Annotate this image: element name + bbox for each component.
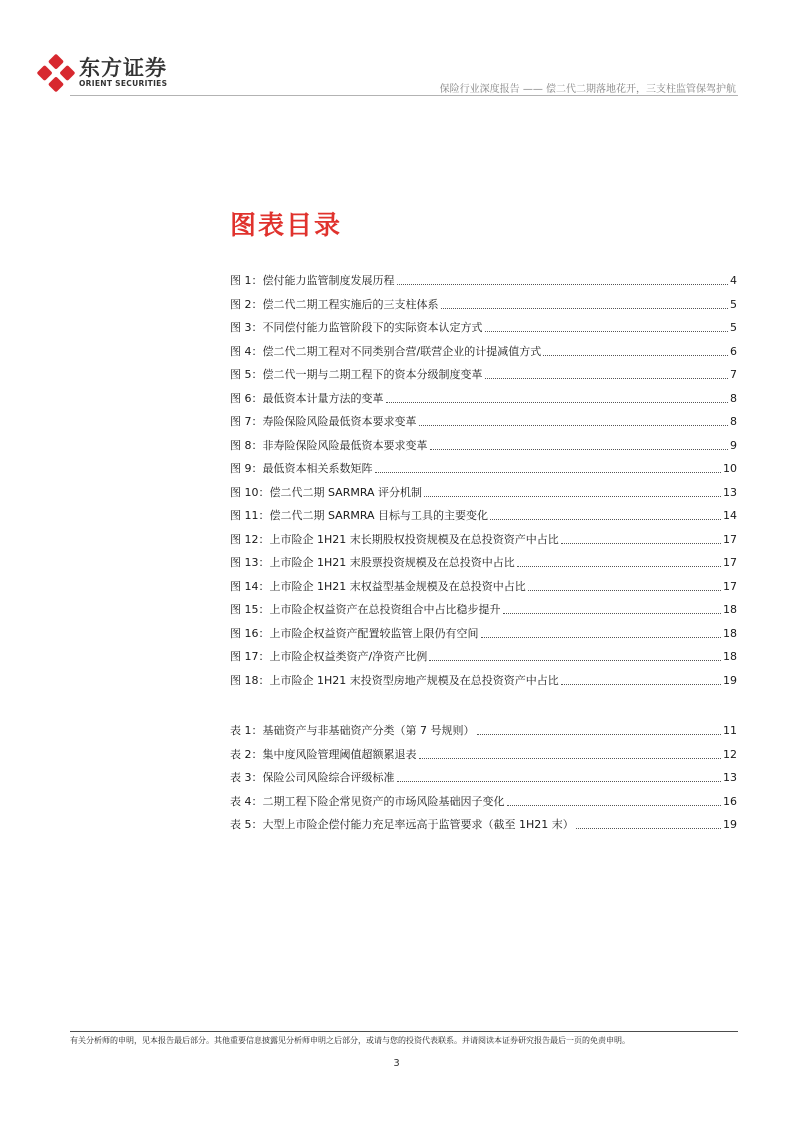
disclaimer-text: 有关分析师的申明，见本报告最后部分。其他重要信息披露见分析师申明之后部分，或请与您的投资代表联系。并请阅读本证券研究报告最后一页的免责申明。 bbox=[70, 1036, 630, 1045]
toc-entry-figure-4[interactable] bbox=[230, 343, 737, 359]
company-logo bbox=[37, 53, 167, 93]
toc-entry-page: 11 bbox=[723, 724, 737, 737]
toc-entry-figure-9[interactable] bbox=[230, 460, 737, 476]
toc-entry-figure-7[interactable] bbox=[230, 413, 737, 429]
toc-leader-dots bbox=[386, 402, 729, 403]
toc-leader-dots bbox=[528, 590, 721, 591]
toc-entry-page: 9 bbox=[730, 438, 737, 452]
toc-entry-figure-2[interactable] bbox=[230, 296, 737, 312]
toc-entry-page: 7 bbox=[730, 368, 737, 381]
toc-leader-dots bbox=[419, 425, 729, 426]
toc-entry-page: 12 bbox=[723, 747, 737, 761]
toc-entry-figure-8[interactable] bbox=[230, 437, 737, 453]
toc-entry-figure-12[interactable] bbox=[230, 531, 737, 547]
toc-leader-dots bbox=[485, 331, 729, 332]
toc-leader-dots bbox=[397, 781, 722, 782]
toc-entry-label: 图 3：不同偿付能力监管阶段下的实际资本认定方式 bbox=[230, 321, 483, 334]
toc-entry-label: 图 7：寿险保险风险最低资本要求变革 bbox=[230, 415, 417, 428]
toc-entry-label: 表 3：保险公司风险综合评级标准 bbox=[230, 771, 395, 784]
toc-entry-label: 图 16：上市险企权益资产配置较监管上限仍有空间 bbox=[230, 626, 479, 640]
toc-entry-table-1[interactable] bbox=[230, 722, 737, 738]
toc-entry-table-4[interactable] bbox=[230, 793, 737, 809]
header-divider bbox=[70, 95, 738, 96]
toc-entry-page: 16 bbox=[723, 794, 737, 808]
toc-entry-label: 图 9：最低资本相关系数矩阵 bbox=[230, 462, 373, 475]
toc-entry-label: 图 8：非寿险保险风险最低资本要求变革 bbox=[230, 438, 428, 452]
toc-leader-dots bbox=[507, 805, 722, 806]
toc-entry-page: 18 bbox=[723, 626, 737, 640]
toc-entry-page: 17 bbox=[723, 532, 737, 546]
toc-entry-figure-18[interactable] bbox=[230, 672, 737, 688]
toc-entry-page: 19 bbox=[723, 673, 737, 687]
toc-entry-page: 14 bbox=[723, 509, 737, 522]
toc-entry-page: 5 bbox=[730, 297, 737, 311]
toc-entry-label: 表 1：基础资产与非基础资产分类（第 7 号规则） bbox=[230, 724, 475, 737]
toc-leader-dots bbox=[441, 308, 729, 309]
toc-leader-dots bbox=[375, 472, 722, 473]
footer-divider bbox=[70, 1031, 738, 1032]
toc-entry-figure-15[interactable] bbox=[230, 601, 737, 617]
toc-leader-dots bbox=[424, 496, 721, 497]
toc-entry-figure-11[interactable] bbox=[230, 507, 737, 523]
figure-list bbox=[230, 272, 737, 692]
page-number: 3 bbox=[393, 1058, 400, 1069]
toc-entry-page: 4 bbox=[730, 274, 737, 287]
toc-leader-dots bbox=[517, 566, 721, 567]
toc-title: 图表目录 bbox=[230, 211, 343, 241]
toc-entry-page: 19 bbox=[723, 818, 737, 831]
toc-entry-figure-17[interactable] bbox=[230, 648, 737, 664]
toc-entry-figure-10[interactable] bbox=[230, 484, 737, 500]
toc-leader-dots bbox=[430, 449, 729, 450]
toc-entry-label: 图 1：偿付能力监管制度发展历程 bbox=[230, 274, 395, 287]
toc-leader-dots bbox=[490, 519, 721, 520]
toc-entry-label: 图 11：偿二代二期 SARMRA 目标与工具的主要变化 bbox=[230, 509, 489, 522]
toc-entry-label: 图 14：上市险企 1H21 末权益型基金规模及在总投资中占比 bbox=[230, 579, 526, 593]
toc-entry-page: 17 bbox=[723, 579, 737, 593]
toc-entry-figure-14[interactable] bbox=[230, 578, 737, 594]
toc-entry-figure-6[interactable] bbox=[230, 390, 737, 406]
toc-entry-label: 图 15：上市险企权益资产在总投资组合中占比稳步提升 bbox=[230, 603, 501, 616]
toc-leader-dots bbox=[576, 828, 721, 829]
toc-leader-dots bbox=[561, 543, 721, 544]
toc-entry-label: 图 17：上市险企权益类资产/净资产比例 bbox=[230, 650, 428, 663]
toc-entry-page: 18 bbox=[723, 650, 737, 663]
toc-leader-dots bbox=[503, 613, 722, 614]
toc-entry-table-2[interactable] bbox=[230, 746, 737, 762]
toc-entry-label: 表 4：二期工程下险企常见资产的市场风险基础因子变化 bbox=[230, 794, 505, 808]
logo-chinese-name: 东方证券 bbox=[79, 56, 167, 80]
toc-leader-dots bbox=[561, 684, 721, 685]
toc-entry-label: 图 2：偿二代二期工程实施后的三支柱体系 bbox=[230, 297, 439, 311]
toc-entry-label: 图 4：偿二代二期工程对不同类别合营/联营企业的计提减值方式 bbox=[230, 344, 542, 358]
orient-securities-logo-icon bbox=[37, 54, 75, 92]
toc-entry-page: 8 bbox=[730, 415, 737, 428]
toc-entry-table-3[interactable] bbox=[230, 769, 737, 785]
toc-leader-dots bbox=[477, 734, 722, 735]
toc-entry-figure-1[interactable] bbox=[230, 272, 737, 288]
toc-leader-dots bbox=[397, 284, 729, 285]
toc-entry-figure-3[interactable] bbox=[230, 319, 737, 335]
logo-english-name: ORIENT SECURITIES bbox=[79, 79, 168, 88]
report-title: 保险行业深度报告 —— 偿二代二期落地花开，三支柱监管保驾护航 bbox=[439, 84, 736, 95]
toc-entry-figure-16[interactable] bbox=[230, 625, 737, 641]
toc-leader-dots bbox=[419, 758, 722, 759]
toc-entry-page: 13 bbox=[723, 771, 737, 784]
toc-entry-label: 图 6：最低资本计量方法的变革 bbox=[230, 391, 384, 405]
toc-leader-dots bbox=[543, 355, 728, 356]
toc-entry-label: 表 5：大型上市险企偿付能力充足率远高于监管要求（截至 1H21 末） bbox=[230, 818, 574, 831]
toc-entry-page: 5 bbox=[730, 321, 737, 334]
toc-entry-label: 图 12：上市险企 1H21 末长期股权投资规模及在总投资资产中占比 bbox=[230, 532, 559, 546]
toc-entry-page: 10 bbox=[723, 462, 737, 475]
table-list bbox=[230, 722, 737, 842]
toc-entry-page: 17 bbox=[723, 556, 737, 569]
toc-entry-label: 图 10：偿二代二期 SARMRA 评分机制 bbox=[230, 485, 423, 499]
toc-leader-dots bbox=[429, 660, 721, 661]
toc-entry-page: 8 bbox=[730, 391, 737, 405]
toc-entry-label: 图 18：上市险企 1H21 末投资型房地产规模及在总投资资产中占比 bbox=[230, 673, 559, 687]
toc-entry-figure-13[interactable] bbox=[230, 554, 737, 570]
toc-entry-label: 表 2：集中度风险管理阈值超额累退表 bbox=[230, 747, 417, 761]
toc-entry-page: 6 bbox=[730, 344, 737, 358]
toc-entry-page: 18 bbox=[723, 603, 737, 616]
toc-entry-page: 13 bbox=[723, 485, 737, 499]
toc-leader-dots bbox=[481, 637, 722, 638]
toc-entry-table-5[interactable] bbox=[230, 816, 737, 832]
toc-entry-label: 图 13：上市险企 1H21 末股票投资规模及在总投资中占比 bbox=[230, 556, 515, 569]
toc-entry-figure-5[interactable] bbox=[230, 366, 737, 382]
toc-leader-dots bbox=[485, 378, 729, 379]
toc-entry-label: 图 5：偿二代一期与二期工程下的资本分级制度变革 bbox=[230, 368, 483, 381]
